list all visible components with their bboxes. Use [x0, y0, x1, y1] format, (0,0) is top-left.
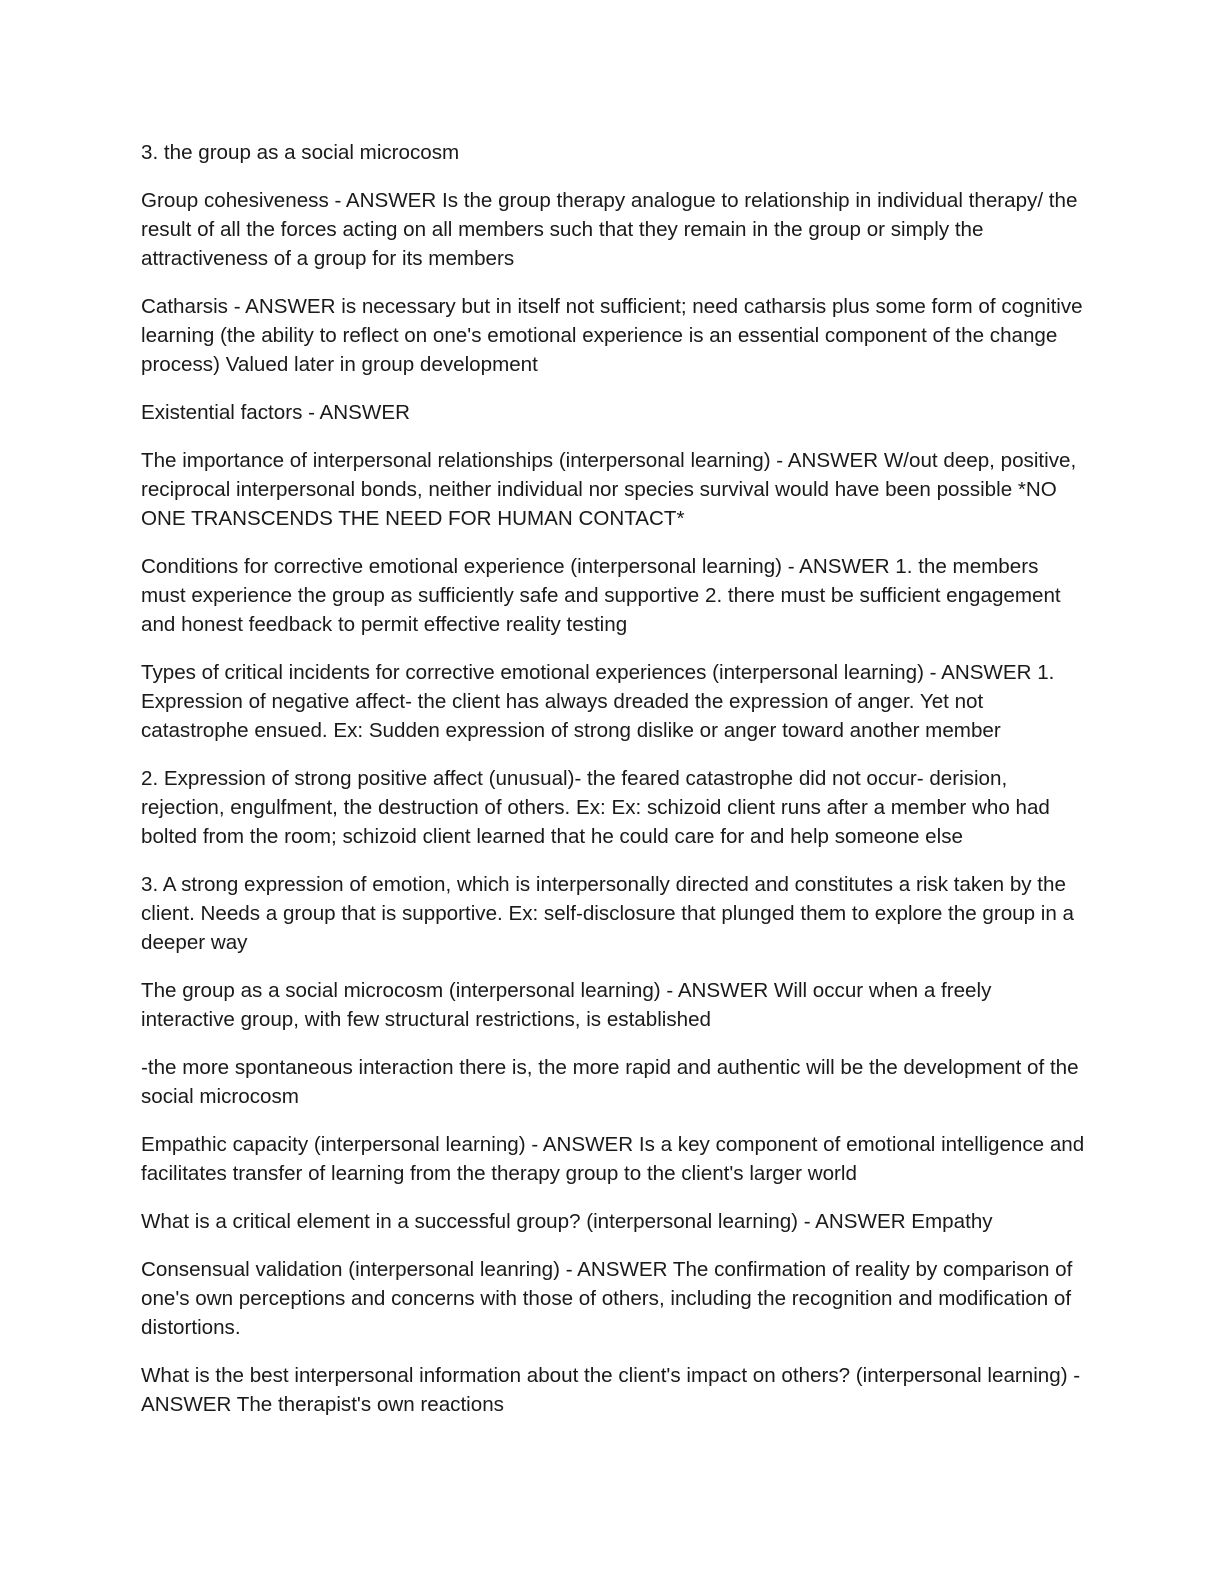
paragraph-positive-affect: 2. Expression of strong positive affect (unusual)- the feared catastrophe did not occur- derision, rejection, engulfment, the destruction of others. Ex: Ex: schizoid client runs after a member who had bolted from the room; schizoid client learned that he could care for and help someone else	[141, 767, 1050, 848]
paragraph-social-microcosm-item: 3. the group as a social microcosm	[141, 141, 460, 164]
paragraph-spontaneous-interaction: -the more spontaneous interaction there is, the more rapid and authentic will be the development of the social microcosm	[141, 1056, 1079, 1108]
paragraph-consensual-validation: Consensual validation (interpersonal leanring) - ANSWER The confirmation of reality by comparison of one's own perceptions and concerns with those of others, including the recognition and modification of distortions.	[141, 1258, 1073, 1339]
document-page	[141, 138, 1086, 1438]
paragraph-empathic-capacity: Empathic capacity (interpersonal learning) - ANSWER Is a key component of emotional intelligence and facilitates transfer of learning from the therapy group to the client's larger world	[141, 1133, 1085, 1185]
paragraph-group-cohesiveness: Group cohesiveness - ANSWER Is the group therapy analogue to relationship in individual therapy/ the result of all the forces acting on all members such that they remain in the group or simply the attractiveness of a group for its members	[141, 189, 1078, 270]
paragraph-catharsis: Catharsis - ANSWER is necessary but in itself not sufficient; need catharsis plus some form of cognitive learning (the ability to reflect on one's emotional experience is an essential component of the change process) Valued later in group development	[141, 295, 1083, 376]
paragraph-strong-emotion: 3. A strong expression of emotion, which is interpersonally directed and constitutes a risk taken by the client. Needs a group that is supportive. Ex: self-disclosure that plunged them to explore the group in a deeper way	[141, 873, 1074, 954]
paragraph-best-information: What is the best interpersonal information about the client's impact on others? (interpersonal learning) - ANSWER The therapist's own reactions	[141, 1364, 1081, 1416]
paragraph-group-social-microcosm: The group as a social microcosm (interpersonal learning) - ANSWER Will occur when a freely interactive group, with few structural restrictions, is established	[141, 979, 992, 1031]
paragraph-existential-factors: Existential factors - ANSWER	[141, 401, 410, 424]
paragraph-critical-incidents: Types of critical incidents for corrective emotional experiences (interpersonal learning) - ANSWER 1. Expression of negative affect- the client has always dreaded the expression of anger. Yet not catastrophe ensued. Ex: Sudden expression of strong dislike or anger toward another member	[141, 661, 1055, 742]
paragraph-critical-element: What is a critical element in a successful group? (interpersonal learning) - ANSWER Empathy	[141, 1210, 993, 1233]
paragraph-corrective-conditions: Conditions for corrective emotional experience (interpersonal learning) - ANSWER 1. the members must experience the group as sufficiently safe and supportive 2. there must be sufficient engagement and honest feedback to permit effective reality testing	[141, 555, 1061, 636]
paragraph-interpersonal-relationships: The importance of interpersonal relationships (interpersonal learning) - ANSWER W/out deep, positive, reciprocal interpersonal bonds, neither individual nor species survival would have been possible *NO ONE TRANSCENDS THE NEED FOR HUMAN CONTACT*	[141, 449, 1077, 530]
